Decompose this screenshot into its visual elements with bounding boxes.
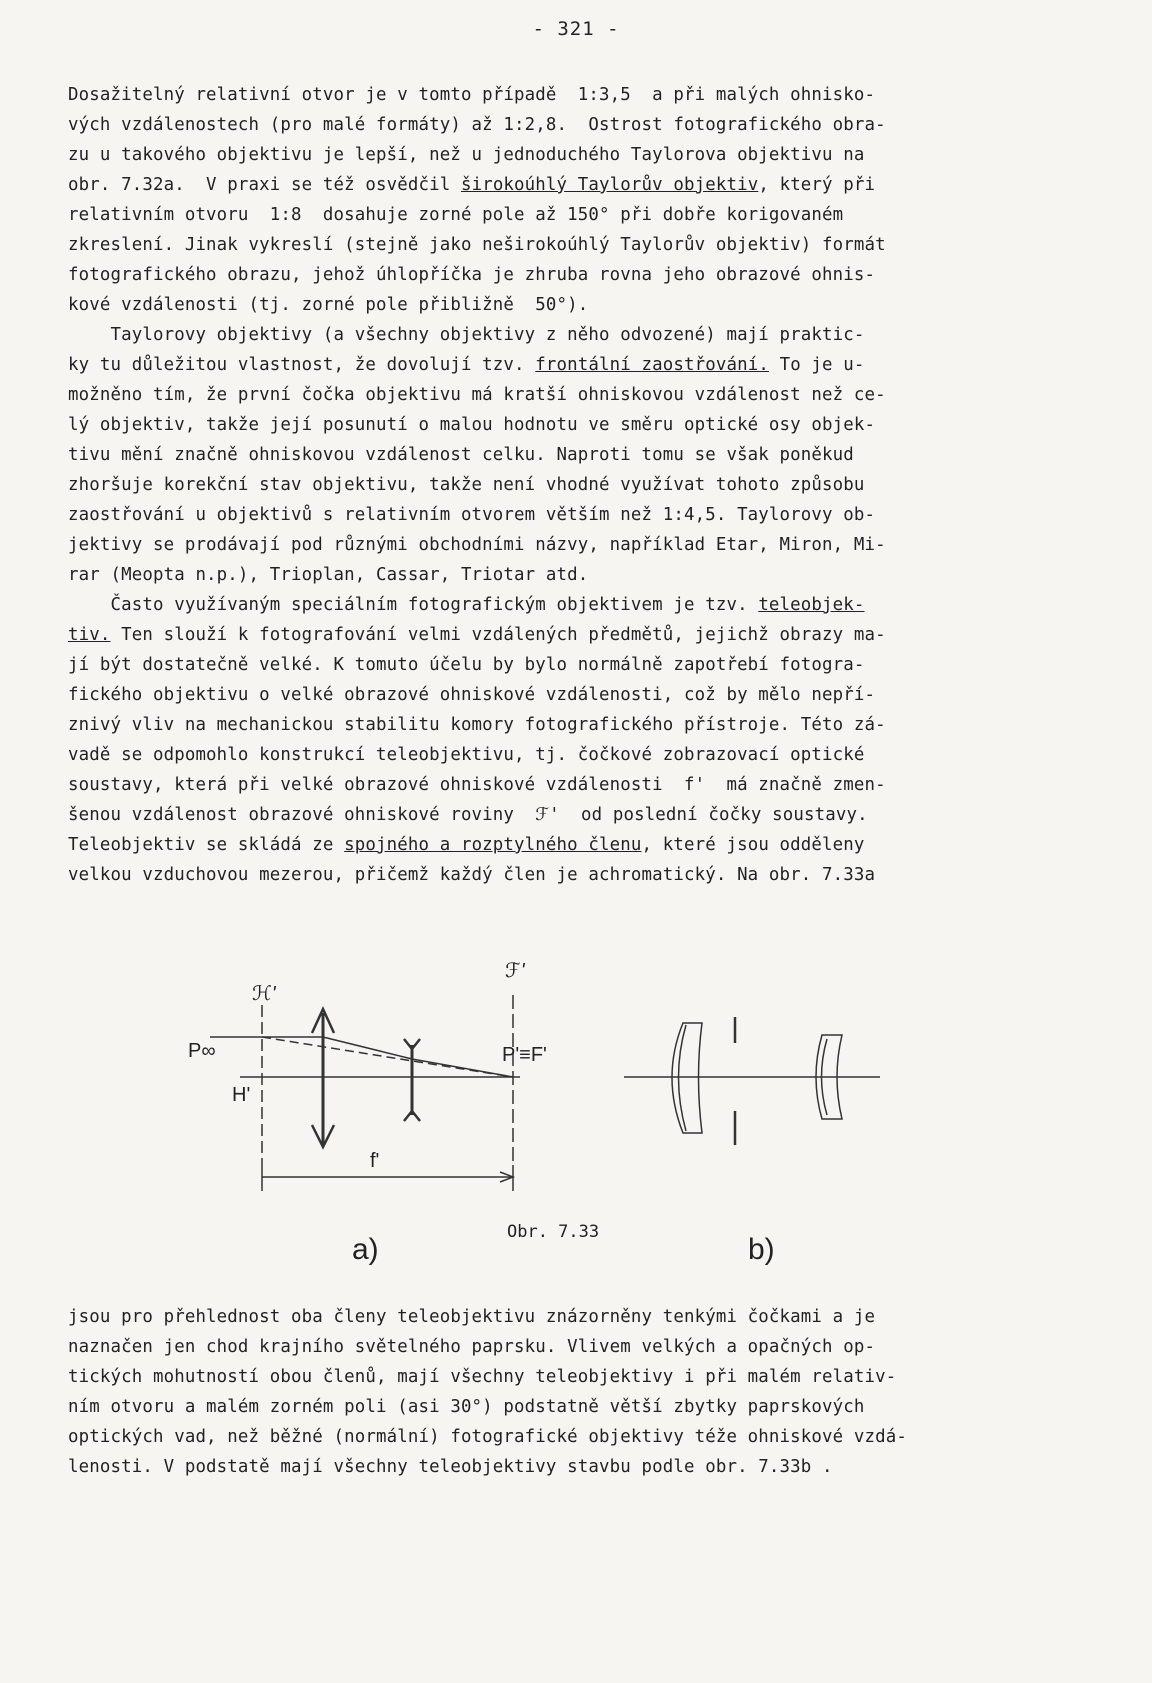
label-script-F: ℱ' bbox=[505, 960, 525, 982]
underlined-term: teleobjek- bbox=[758, 595, 865, 615]
front-meniscus-b bbox=[672, 1023, 702, 1133]
text-line: zu u takového objektivu je lepší, než u jednoduchého Taylorova objektivu na bbox=[68, 145, 865, 165]
paragraph-2 bbox=[68, 320, 1068, 590]
text-line: naznačen jen chod krajního světelného paprsku. Vlivem velkých a opačných op- bbox=[68, 1337, 876, 1357]
text-line: Taylorovy objektivy (a všechny objektivy z něho odvozené) mají praktic- bbox=[68, 325, 865, 345]
text-line: šenou vzdálenost obrazové ohniskové roviny ℱ' od poslední čočky soustavy. bbox=[68, 805, 868, 825]
text-line bbox=[68, 350, 1068, 380]
text-line: vých vzdálenostech (pro malé formáty) až 1:2,8. Ostrost fotografického obra- bbox=[68, 115, 886, 135]
text-line: zaostřování u objektivů s relativním otvorem větším než 1:4,5. Taylorovy ob- bbox=[68, 505, 876, 525]
front-meniscus-inner bbox=[679, 1025, 687, 1131]
label-P-F: P'≡F' bbox=[502, 1044, 547, 1066]
label-f-prime: f' bbox=[370, 1150, 380, 1172]
text-line: zkreslení. Jinak vykreslí (stejně jako neširokoúhlý Taylorův objektiv) formát bbox=[68, 235, 886, 255]
underlined-term: tiv. bbox=[68, 625, 111, 645]
text-line: znivý vliv na mechanickou stabilitu komory fotografického přístroje. Této zá- bbox=[68, 715, 886, 735]
text-segment: ky tu důležitou vlastnost, že dovolují tzv. bbox=[68, 355, 536, 375]
label-P-infinity: P∞ bbox=[188, 1040, 216, 1062]
text-segment: obr. 7.32a. V praxi se též osvědčil bbox=[68, 175, 461, 195]
text-line: jsou pro přehlednost oba členy teleobjektivu znázorněny tenkými čočkami a je bbox=[68, 1307, 876, 1327]
ray-extension bbox=[262, 1037, 513, 1077]
text-line: fického objektivu o velké obrazové ohniskové vzdálenosti, což by mělo nepří- bbox=[68, 685, 876, 705]
figure-caption: Obr. 7.33 bbox=[507, 1222, 600, 1242]
text-line: optických vad, než běžné (normální) fotografické objektivy téže ohniskové vzdá- bbox=[68, 1427, 907, 1447]
text-line: kové vzdálenosti (tj. zorné pole přibližně 50°). bbox=[68, 295, 589, 315]
text-line: tických mohutností obou členů, mají všechny teleobjektivy i při malém relativ- bbox=[68, 1367, 897, 1387]
text-line: zhoršuje korekční stav objektivu, takže není vhodné využívat tohoto způsobu bbox=[68, 475, 865, 495]
text-line: velkou vzduchovou mezerou, přičemž každý člen je achromatický. Na obr. 7.33a bbox=[68, 865, 876, 885]
text-line bbox=[68, 170, 1068, 200]
text-segment: To je u- bbox=[768, 355, 865, 375]
page-number: - 321 - bbox=[532, 18, 620, 40]
figure-7-33 bbox=[180, 960, 940, 1285]
text-line bbox=[68, 830, 1068, 860]
text-line: jí být dostatečně velké. K tomuto účelu by bylo normálně zapotřebí fotogra- bbox=[68, 655, 865, 675]
label-a: a) bbox=[352, 1233, 379, 1266]
text-line: lý objektiv, takže její posunutí o malou hodnotu ve směru optické osy objek- bbox=[68, 415, 876, 435]
text-line bbox=[68, 620, 1068, 650]
text-line bbox=[68, 590, 1068, 620]
text-segment: Často využívaným speciálním fotografickým objektivem je tzv. bbox=[68, 595, 759, 615]
text-segment: Teleobjektiv se skládá ze bbox=[68, 835, 345, 855]
text-line: rar (Meopta n.p.), Trioplan, Cassar, Triotar atd. bbox=[68, 565, 589, 585]
text-line: lenosti. V podstatě mají všechny teleobjektivy stavbu podle obr. 7.33b . bbox=[68, 1457, 833, 1477]
text-line: možněno tím, že první čočka objektivu má kratší ohniskovou vzdálenost než ce- bbox=[68, 385, 886, 405]
paragraph-3 bbox=[68, 590, 1068, 890]
text-line: Dosažitelný relativní otvor je v tomto případě 1:3,5 a při malých ohnisko- bbox=[68, 85, 876, 105]
text-line: vadě se odpomohlo konstrukcí teleobjektivu, tj. čočkové zobrazovací optické bbox=[68, 745, 865, 765]
label-H-prime: H' bbox=[232, 1084, 251, 1106]
text-line: soustavy, která při velké obrazové ohniskové vzdálenosti f' má značně zmen- bbox=[68, 775, 886, 795]
text-segment: , který při bbox=[758, 175, 876, 195]
paragraph-4 bbox=[68, 1302, 1068, 1482]
underlined-term: frontální zaostřování. bbox=[535, 355, 769, 375]
underlined-term: spojného a rozptylného členu bbox=[344, 835, 642, 855]
diverging-ends-bottom bbox=[404, 1111, 420, 1121]
underlined-term: širokoúhlý Taylorův objektiv bbox=[460, 175, 759, 195]
label-script-H: ℋ' bbox=[252, 983, 276, 1005]
label-b: b) bbox=[748, 1233, 775, 1266]
text-line: jektivy se prodávají pod různými obchodními názvy, například Etar, Miron, Mi- bbox=[68, 535, 886, 555]
diverging-ends-top bbox=[404, 1039, 420, 1049]
paragraph-1 bbox=[68, 80, 1068, 320]
text-line: ním otvoru a malém zorném poli (asi 30°) podstatně větší zbytky paprskových bbox=[68, 1397, 865, 1417]
ray-between bbox=[323, 1037, 412, 1059]
text-line: fotografického obrazu, jehož úhlopříčka je zhruba rovna jeho obrazové ohnis- bbox=[68, 265, 876, 285]
text-segment: Ten slouží k fotografování velmi vzdálených předmětů, jejichž obrazy ma- bbox=[110, 625, 886, 645]
text-line: relativním otvoru 1:8 dosahuje zorné pole až 150° při dobře korigovaném bbox=[68, 205, 844, 225]
text-line: tivu mění značně ohniskovou vzdálenost celku. Naproti tomu se však poněkud bbox=[68, 445, 854, 465]
text-segment: , které jsou odděleny bbox=[641, 835, 865, 855]
